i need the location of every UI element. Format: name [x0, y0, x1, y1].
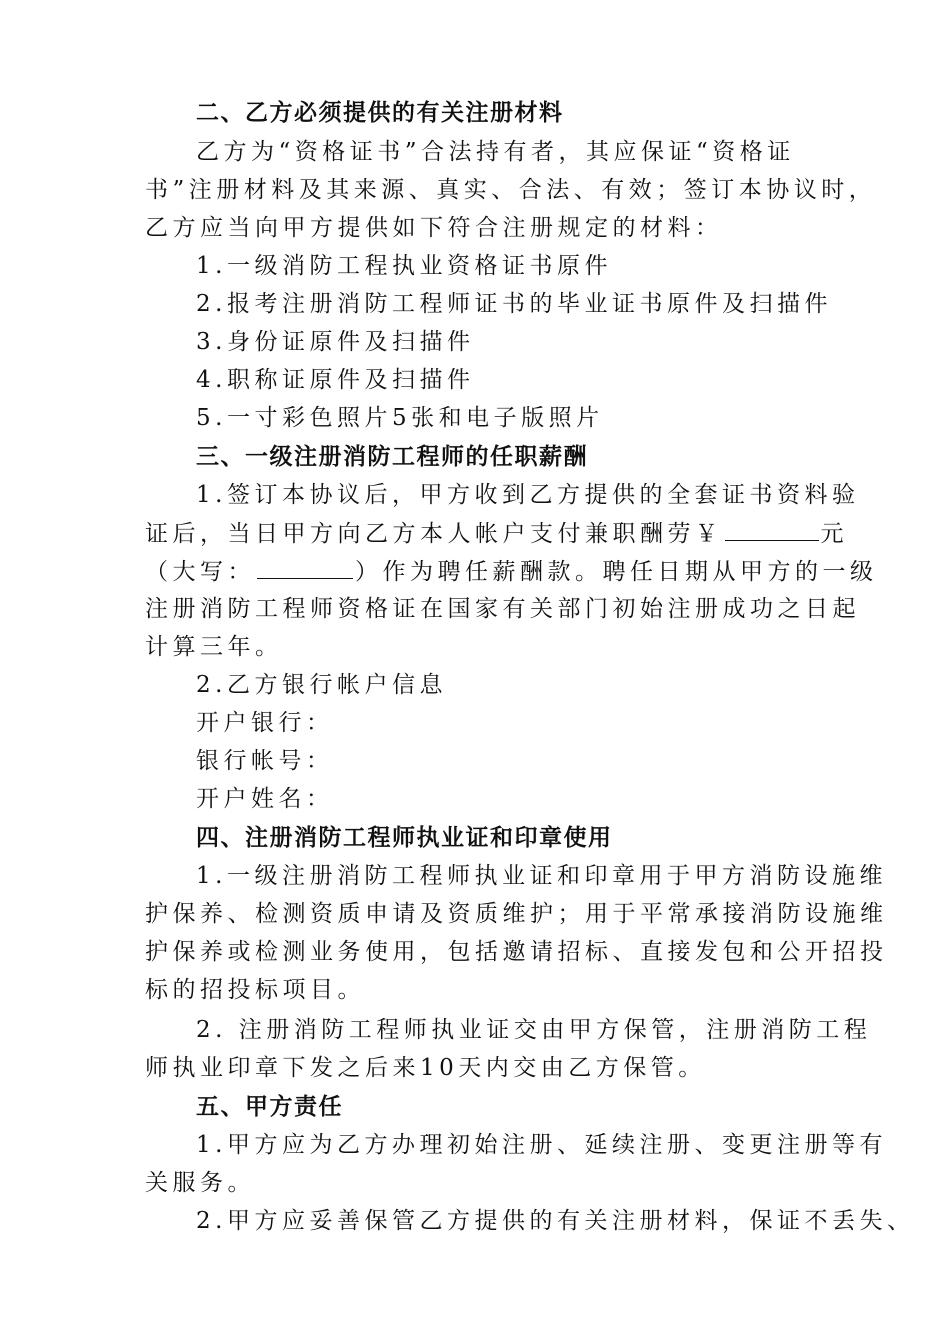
certificate-custody-line-2: 师执业印章下发之后来10天内交由乙方保管。 — [145, 1055, 706, 1081]
section-2-intro-line-1: 乙方为“资格证书”合法持有者，其应保证“资格证 — [196, 139, 795, 165]
bank-info-title: 2.乙方银行帐户信息 — [196, 672, 447, 698]
salary-paragraph-line-4: 注册消防工程师资格证在国家有关部门初始注册成功之日起 — [145, 596, 860, 622]
salary-uppercase-label: （大写： — [145, 559, 255, 585]
salary-paragraph-line-1: 1.签订本协议后，甲方收到乙方提供的全套证书资料验 — [196, 482, 860, 508]
salary-amount-prefix: 证后，当日甲方向乙方本人帐户支付兼职酬劳￥ — [145, 521, 723, 547]
party-a-duty-1-line-2: 关服务。 — [145, 1170, 255, 1196]
material-item-4: 4.职称证原件及扫描件 — [196, 367, 475, 393]
salary-paragraph-line-5: 计算三年。 — [145, 634, 283, 660]
bank-name-label: 开户银行： — [196, 710, 334, 736]
certificate-use-line-3: 护保养或检测业务使用，包括邀请招标、直接发包和公开招投 — [145, 939, 888, 965]
section-2-intro-line-3: 乙方应当向甲方提供如下符合注册规定的材料： — [145, 215, 723, 241]
certificate-use-line-4: 标的招投标项目。 — [145, 977, 365, 1003]
salary-amount-blank[interactable] — [725, 518, 819, 541]
section-4-heading: 四、注册消防工程师执业证和印章使用 — [196, 825, 613, 851]
party-a-duty-1-line-1: 1.甲方应为乙方办理初始注册、延续注册、变更注册等有 — [196, 1132, 887, 1158]
section-2-heading: 二、乙方必须提供的有关注册材料 — [196, 100, 564, 126]
material-item-3: 3.身份证原件及扫描件 — [196, 329, 475, 355]
material-item-1: 1.一级消防工程执业资格证书原件 — [196, 253, 612, 279]
party-a-duty-2-line-1: 2.甲方应妥善保管乙方提供的有关注册材料，保证不丢失、 — [196, 1208, 915, 1234]
salary-uppercase-blank[interactable] — [257, 556, 353, 579]
salary-amount-unit: 元 — [820, 521, 848, 547]
certificate-use-line-2: 护保养、检测资质申请及资质维护；用于平常承接消防设施维 — [145, 901, 888, 927]
material-item-5: 5.一寸彩色照片5张和电子版照片 — [196, 405, 604, 431]
salary-paragraph-line-3 — [145, 556, 878, 587]
bank-account-label: 银行帐号： — [196, 748, 334, 774]
certificate-use-line-1: 1.一级注册消防工程师执业证和印章用于甲方消防设施维 — [196, 863, 887, 889]
salary-paragraph-line-3-rest: ）作为聘任薪酬款。聘任日期从甲方的一级 — [355, 559, 878, 585]
section-3-heading: 三、一级注册消防工程师的任职薪酬 — [196, 444, 588, 470]
section-5-heading: 五、甲方责任 — [196, 1094, 343, 1120]
salary-paragraph-line-2 — [145, 518, 848, 549]
certificate-custody-line-1: 2. 注册消防工程师执业证交由甲方保管，注册消防工程 — [196, 1017, 872, 1043]
section-2-intro-line-2: 书”注册材料及其来源、真实、合法、有效；签订本协议时， — [145, 177, 877, 203]
material-item-2: 2.报考注册消防工程师证书的毕业证书原件及扫描件 — [196, 291, 832, 317]
account-holder-label: 开户姓名： — [196, 786, 334, 812]
